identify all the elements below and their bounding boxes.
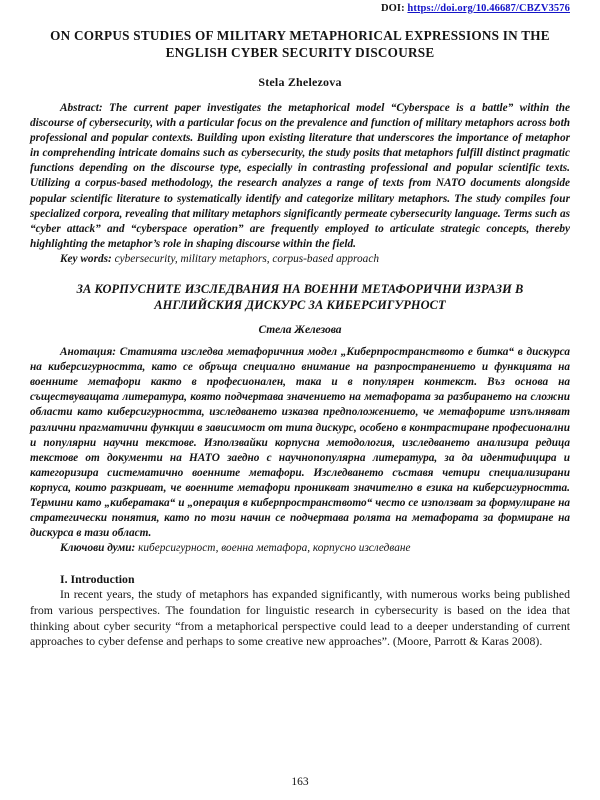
keywords-english-lead: Key words: [60, 252, 112, 265]
section-heading-introduction: I. Introduction [60, 572, 135, 587]
keywords-bulgarian-text: киберсигурност, военна метафора, корпусно изследване [135, 542, 411, 555]
abstract-english-paragraph [30, 101, 570, 252]
doi-link[interactable]: https://doi.org/10.46687/CBZV3576 [407, 3, 570, 14]
article-title-english: ON CORPUS STUDIES OF MILITARY METAPHORICAL EXPRESSIONS IN THE ENGLISH CYBER SECURITY DISCOURSE [50, 28, 550, 60]
abstract-english-lead: Abstract: [60, 102, 103, 114]
abstract-bulgarian [30, 345, 570, 556]
abstract-english-text: The current paper investigates the metaphorical model “Cyberspace is a battle” within the discourse of cybersecurity, with a particular focus on the prevalence and function of military metaphors across both professional and popular contexts. Building upon existing literature that underscores the importance of metaphor in comprehending intricate domains such as cybersecurity, the study posits that metaphors fulfill distinct pragmatic functions depending on the discourse type, especially in contrasting professional and popular scientific texts. Utilizing a corpus-based methodology, the research analyzes a range of texts from NATO documents alongside popular scientific literature to systematically identify and categorize military metaphors. The study compiles four specialized corpora, revealing that military metaphors significantly permeate cybersecurity language. Terms such as “cyber attack” and “cyberspace operation” are frequently employed to articulate strategic concepts, thereby highlighting the metaphor’s role in shaping discourse within the field. [30, 102, 570, 250]
doi-label: DOI: [380, 3, 405, 14]
article-author-bulgarian: Стела Железова [258, 324, 342, 337]
keywords-bulgarian-lead: Ключови думи: [60, 542, 136, 555]
abstract-bulgarian-lead: Анотация: [60, 346, 117, 359]
keywords-english [30, 252, 570, 267]
abstract-bulgarian-paragraph [30, 345, 570, 541]
keywords-bulgarian [30, 541, 570, 556]
abstract-bulgarian-text: Статията изследва метафоричния модел „Киберпространството е битка“ в дискурса на киберсигурността, като се обръща специално внимание на разпространението и функцията на военните метафори както в професионален, така и в популярен контекст. Въз основа на съществуващата литература, която подчертава значението на метафората за разбирането на сложни области като киберсигурността, изследването изказва предположението, че метафорите изпълняват различни прагматични функции в зависимост от типа дискурс, особено в контрастиране професионални и популярни научни текстове. Използвайки корпусна методология, изследването анализира редица текстове от документи на НАТО заедно с научнопопулярна литература, за да идентифицира и категоризира систематично военните метафори. Изследването съставя четири специализирани корпуса, които разкриват, че военните метафори проникват значително в езика на киберсигурността. Термини като „кибератака“ и „операция в киберпространството“ често се използват за формулиране на стратегически понятия, като по този начин се подчертава ролята на метафората за формиране на дискурса в тази област. [30, 346, 570, 540]
doi-line [30, 0, 570, 15]
introduction-paragraph: In recent years, the study of metaphors has expanded significantly, with numerous works being published from various perspectives. The foundation for linguistic research in cybersecurity is based on the idea that thinking about cyber security “from a metaphorical perspective could lead to a deeper understanding of current approaches to cyber defense and perhaps to some creative new approaches”. (Moore, Parrott & Karas 2008). [30, 587, 570, 649]
page-number: 163 [291, 776, 309, 788]
article-author-english: Stela Zhelezova [258, 75, 342, 89]
keywords-english-text: cybersecurity, military metaphors, corpus-based approach [111, 252, 379, 265]
article-title-bulgarian: ЗА КОРПУСНИТЕ ИЗСЛЕДВАНИЯ НА ВОЕННИ МЕТАФОРИЧНИ ИЗРАЗИ В АНГЛИЙСКИЯ ДИСКУРС ЗА КИБЕРСИГУРНОСТ [76, 282, 524, 313]
abstract-english [30, 101, 570, 267]
